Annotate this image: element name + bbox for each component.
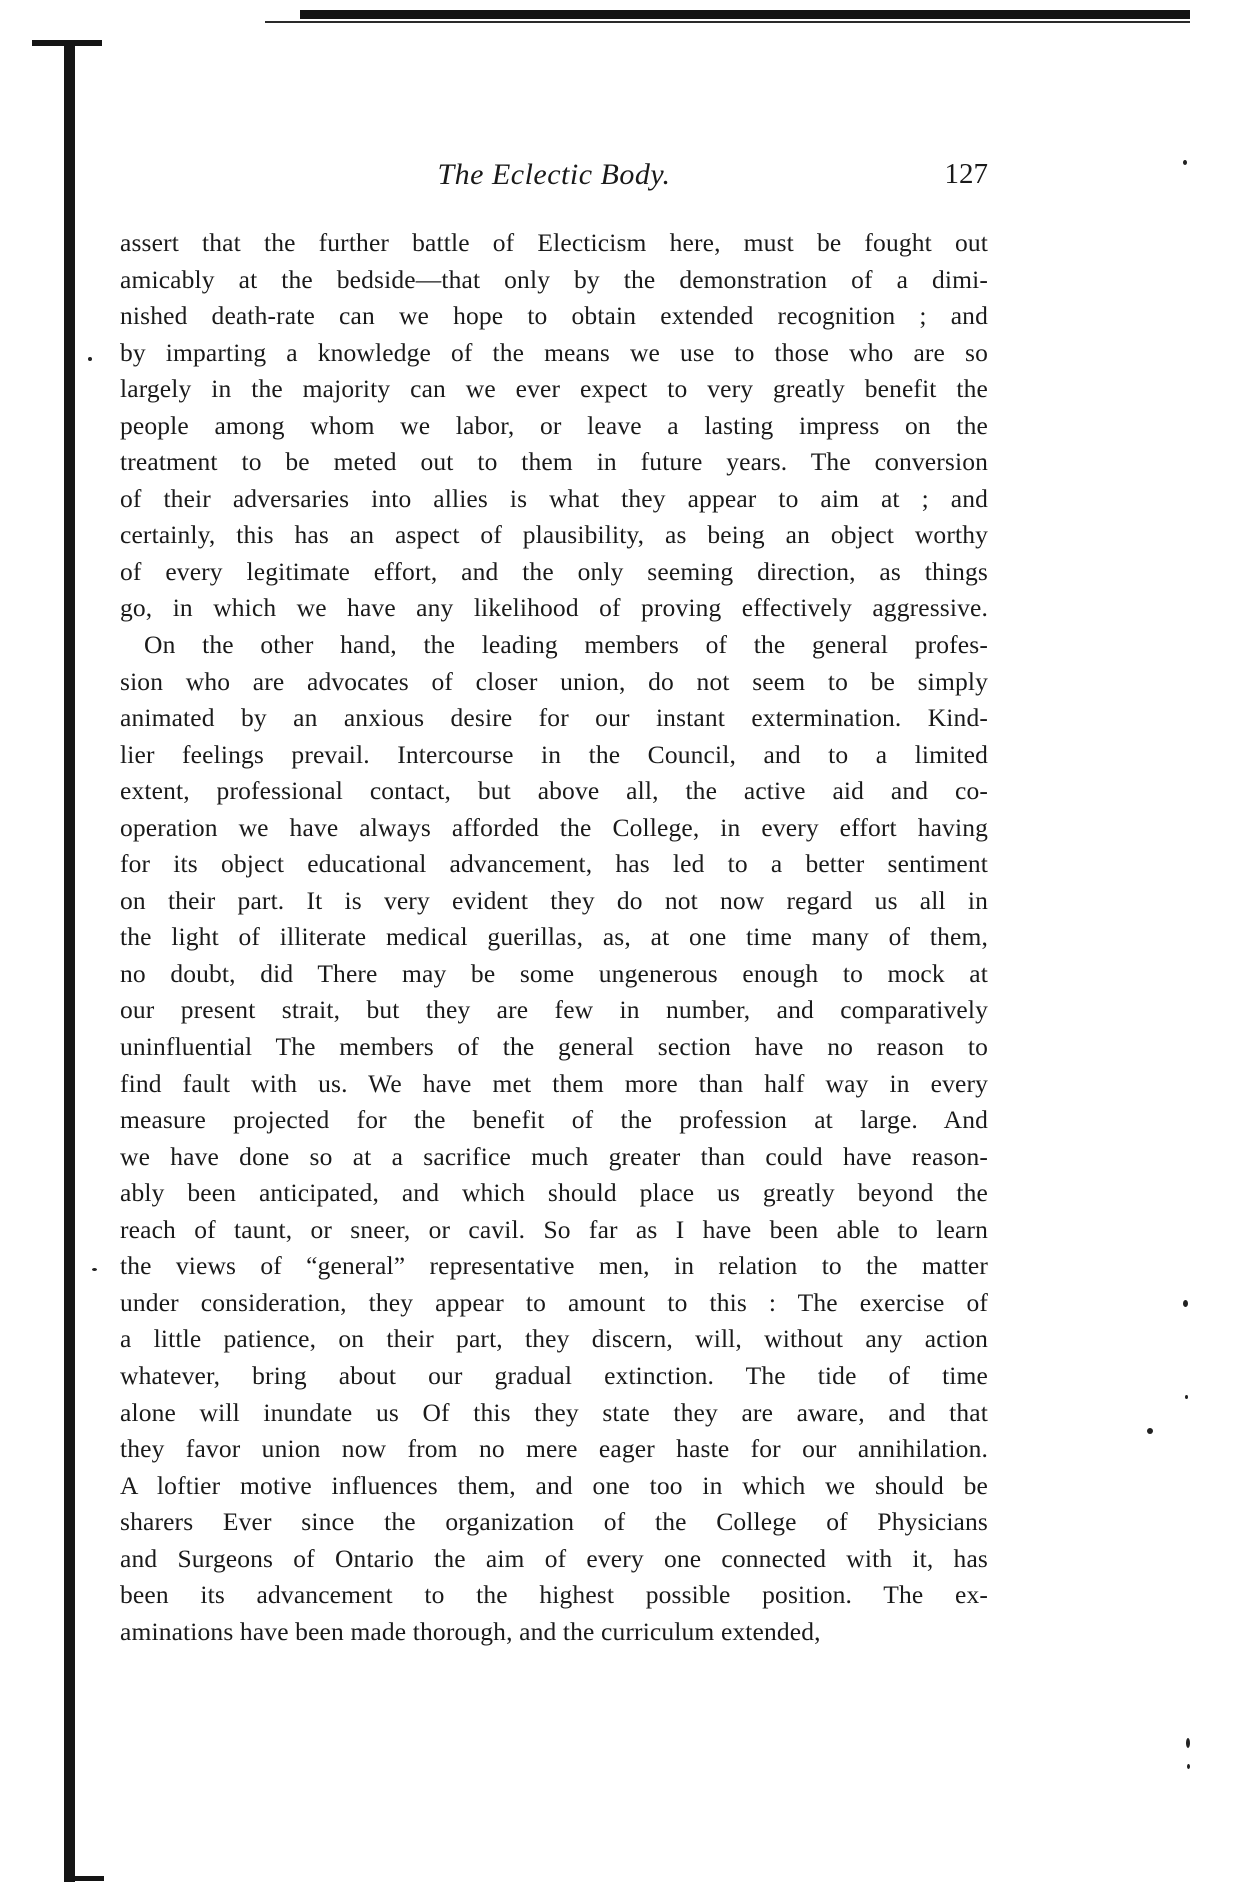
scan-left-border-foot xyxy=(64,1876,104,1881)
scan-speck xyxy=(1183,1300,1188,1307)
text-line: and Surgeons of Ontario the aim of every one connected with it, has xyxy=(120,1543,988,1573)
text-line: alone will inundate us Of this they state they are aware, and that xyxy=(120,1397,988,1427)
running-title: The Eclectic Body. xyxy=(437,158,671,191)
text-line: lier feelings prevail. Intercourse in the Council, and to a limited xyxy=(120,739,988,769)
scan-speck xyxy=(1187,1764,1190,1769)
text-line: no doubt, did There may be some ungenerous enough to mock at xyxy=(120,958,988,988)
scan-speck xyxy=(92,1268,97,1271)
text-line: we have done so at a sacrifice much greater than could have reason- xyxy=(120,1141,988,1171)
scan-top-rule xyxy=(265,21,1190,23)
text-line: our present strait, but they are few in number, and comparatively xyxy=(120,995,988,1025)
text-line: measure projected for the benefit of the profession at large. And xyxy=(120,1105,988,1135)
text-line: A loftier motive influences them, and one too in which we should be xyxy=(120,1470,988,1500)
text-line: uninfluential The members of the general section have no reason to xyxy=(120,1032,988,1062)
text-line: people among whom we labor, or leave a lasting impress on the xyxy=(120,410,988,440)
text-line: aminations have been made thorough, and the curriculum extended, xyxy=(120,1616,821,1646)
text-line: ably been anticipated, and which should place us greatly beyond the xyxy=(120,1178,988,1208)
text-line: sion who are advocates of closer union, do not seem to be simply xyxy=(120,666,988,696)
text-line: of every legitimate effort, and the only seeming direction, as things xyxy=(120,556,988,586)
text-line: extent, professional contact, but above all, the active aid and co- xyxy=(120,776,988,806)
text-line: they favor union now from no mere eager haste for our annihilation. xyxy=(120,1434,988,1464)
text-line: go, in which we have any likelihood of proving effectively aggressive. xyxy=(120,593,988,623)
scan-speck xyxy=(88,357,92,361)
scan-speck xyxy=(1147,1428,1153,1434)
page-header xyxy=(120,158,988,198)
scan-speck xyxy=(1186,1738,1190,1748)
paragraph-start-line: On the other hand, the leading members of the general profes- xyxy=(144,630,988,660)
text-line: the light of illiterate medical guerillas, as, at one time many of them, xyxy=(120,922,988,952)
text-line: amicably at the bedside—that only by the demonstration of a dimi- xyxy=(120,264,988,294)
text-line: whatever, bring about our gradual extinction. The tide of time xyxy=(120,1360,988,1390)
scan-top-border xyxy=(300,10,1190,19)
text-line: certainly, this has an aspect of plausibility, as being an object worthy xyxy=(120,520,988,550)
scan-left-border xyxy=(64,40,75,1882)
text-line: by imparting a knowledge of the means we use to those who are so xyxy=(120,337,988,367)
text-line: the views of “general” representative men, in relation to the matter xyxy=(120,1251,988,1281)
text-line: reach of taunt, or sneer, or cavil. So far as I have been able to learn xyxy=(120,1214,988,1244)
scan-speck xyxy=(1183,160,1187,165)
text-line: assert that the further battle of Electicism here, must be fought out xyxy=(120,228,988,257)
text-line: find fault with us. We have met them more than half way in every xyxy=(120,1068,988,1098)
body-text xyxy=(120,225,988,1650)
text-line: nished death-rate can we hope to obtain extended recognition ; and xyxy=(120,301,988,331)
scan-left-border-cap xyxy=(32,40,102,46)
text-line: operation we have always afforded the College, in every effort having xyxy=(120,812,988,842)
text-line: largely in the majority can we ever expect to very greatly benefit the xyxy=(120,374,988,404)
text-line: been its advancement to the highest possible position. The ex- xyxy=(120,1580,988,1610)
page-number: 127 xyxy=(944,158,988,190)
text-line: for its object educational advancement, has led to a better sentiment xyxy=(120,849,988,879)
text-line: sharers Ever since the organization of the College of Physicians xyxy=(120,1507,988,1537)
text-line: animated by an anxious desire for our instant extermination. Kind- xyxy=(120,703,988,733)
text-line: under consideration, they appear to amount to this : The exercise of xyxy=(120,1287,988,1317)
scan-speck xyxy=(1185,1395,1188,1399)
text-line: a little patience, on their part, they discern, will, without any action xyxy=(120,1324,988,1354)
text-line: treatment to be meted out to them in future years. The conversion xyxy=(120,447,988,477)
text-line: on their part. It is very evident they do not now regard us all in xyxy=(120,885,988,915)
text-line: of their adversaries into allies is what they appear to aim at ; and xyxy=(120,483,988,513)
